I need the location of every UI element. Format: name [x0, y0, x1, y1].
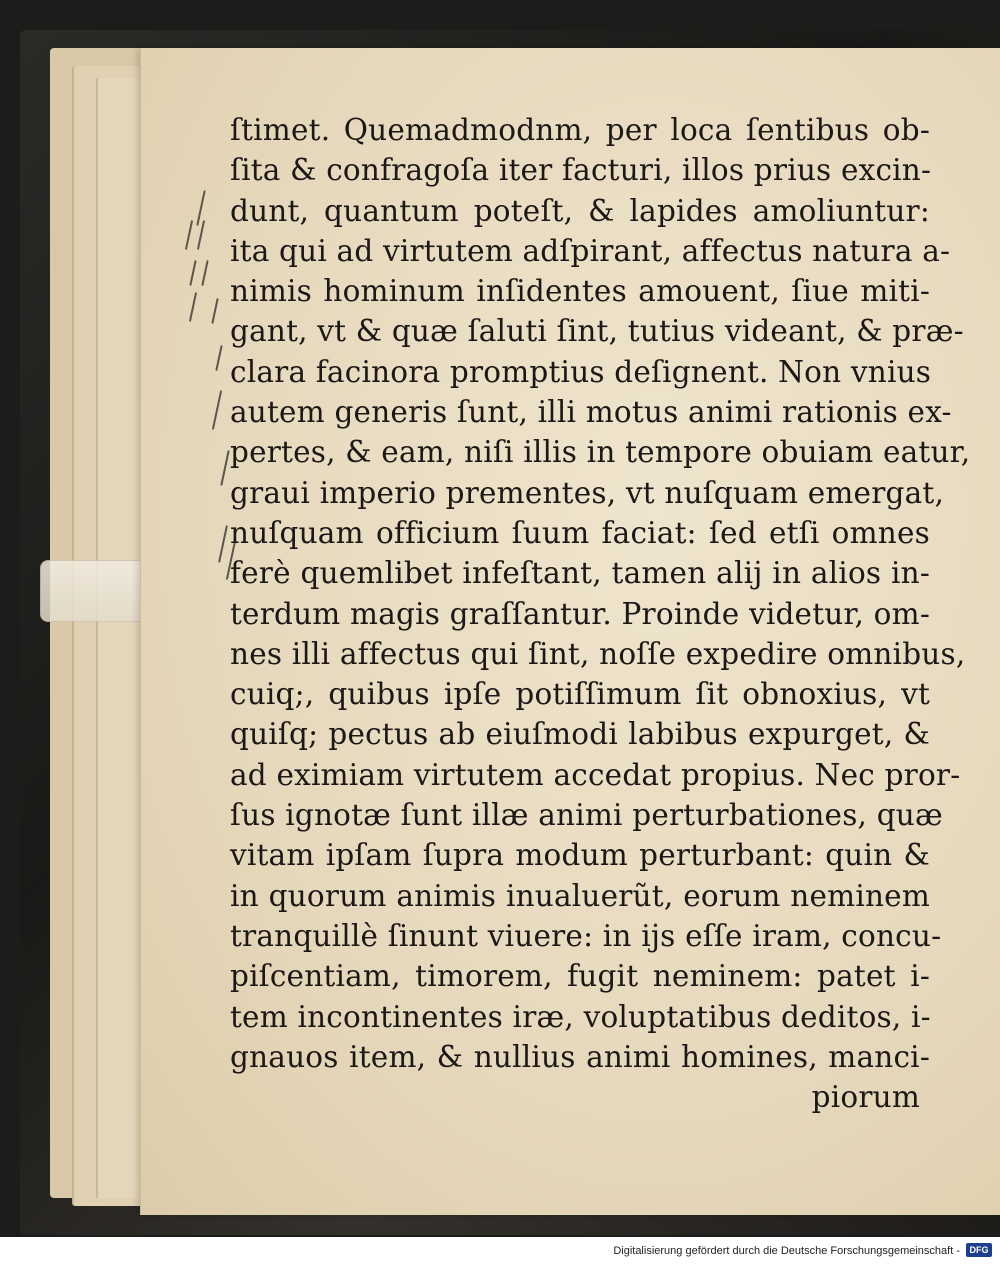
catchword: piorum	[811, 1080, 920, 1115]
text-line: nimis hominum inſidentes amouent, ſiue miti-	[230, 274, 930, 309]
text-line: ferè quemlibet infeſtant, tamen alij in alios in-	[230, 556, 930, 591]
text-line: cuiq;, quibus ipſe potiſſimum ſit obnoxius, vt	[230, 677, 930, 712]
text-line: terdum magis graſſantur. Proinde videtur, om-	[230, 596, 930, 631]
text-line: ſtimet. Quemadmodnm, per loca ſentibus ob-	[230, 113, 930, 147]
text-line: nuſquam officium ſuum faciat: ſed etſi omnes	[230, 515, 930, 550]
text-line: ſus ignotæ ſunt illæ animi perturbationes, quæ	[230, 798, 943, 833]
handwritten-margin-marks	[178, 180, 238, 600]
text-line: pertes, & eam, niſi illis in tempore obuiam eatur,	[230, 435, 971, 470]
text-line: piſcentiam, timorem, fugit neminem: patet i-	[230, 959, 930, 994]
text-line: autem generis ſunt, illi motus animi rationis ex-	[230, 395, 952, 430]
text-line: dunt, quantum poteſt, & lapides amoliuntur:	[230, 193, 930, 228]
dfg-logo: DFG	[966, 1243, 992, 1257]
text-line: clara facinora promptius deſignent. Non vnius	[230, 354, 932, 389]
text-line: vitam ipſam ſupra modum perturbant: quin &	[230, 838, 930, 873]
text-line: gnauos item, & nullius animi homines, manci-	[230, 1039, 930, 1074]
text-line: quiſq; pectus ab eiuſmodi labibus expurget, &	[230, 717, 930, 752]
page-text	[230, 110, 971, 1117]
margin-stroke	[212, 390, 222, 430]
funding-credit: Digitalisierung gefördert durch die Deutsche Forschungsgemeinschaft -	[613, 1245, 960, 1257]
text-line: ad eximiam virtutem accedat propius. Nec pror-	[230, 757, 961, 792]
text-line: nes illi affectus qui ſint, noſſe expedire omnibus,	[230, 636, 966, 671]
margin-stroke	[218, 525, 228, 563]
margin-stroke	[185, 220, 193, 250]
margin-stroke	[211, 298, 218, 324]
text-line: tranquillè ſinunt viuere: in ijs eſſe iram, concu-	[230, 918, 942, 953]
digitization-footer	[0, 1237, 1000, 1264]
text-line: graui imperio prementes, vt nuſquam emergat,	[230, 475, 945, 510]
text-line: tem incontinentes iræ, voluptatibus deditos, i-	[230, 999, 931, 1034]
text-line: ſita & confragoſa iter facturi, illos prius excin-	[230, 153, 932, 188]
margin-stroke	[201, 260, 208, 286]
text-line: in quorum animis inualuerũt, eorum neminem	[230, 878, 930, 913]
text-line: ita qui ad virtutem adſpirant, affectus natura a-	[230, 233, 951, 268]
margin-stroke	[189, 260, 196, 286]
margin-stroke	[189, 292, 197, 322]
text-line: gant, vt & quæ ſaluti ſint, tutius videant, & præ-	[230, 314, 964, 349]
margin-stroke	[220, 450, 229, 486]
margin-stroke	[215, 345, 222, 371]
